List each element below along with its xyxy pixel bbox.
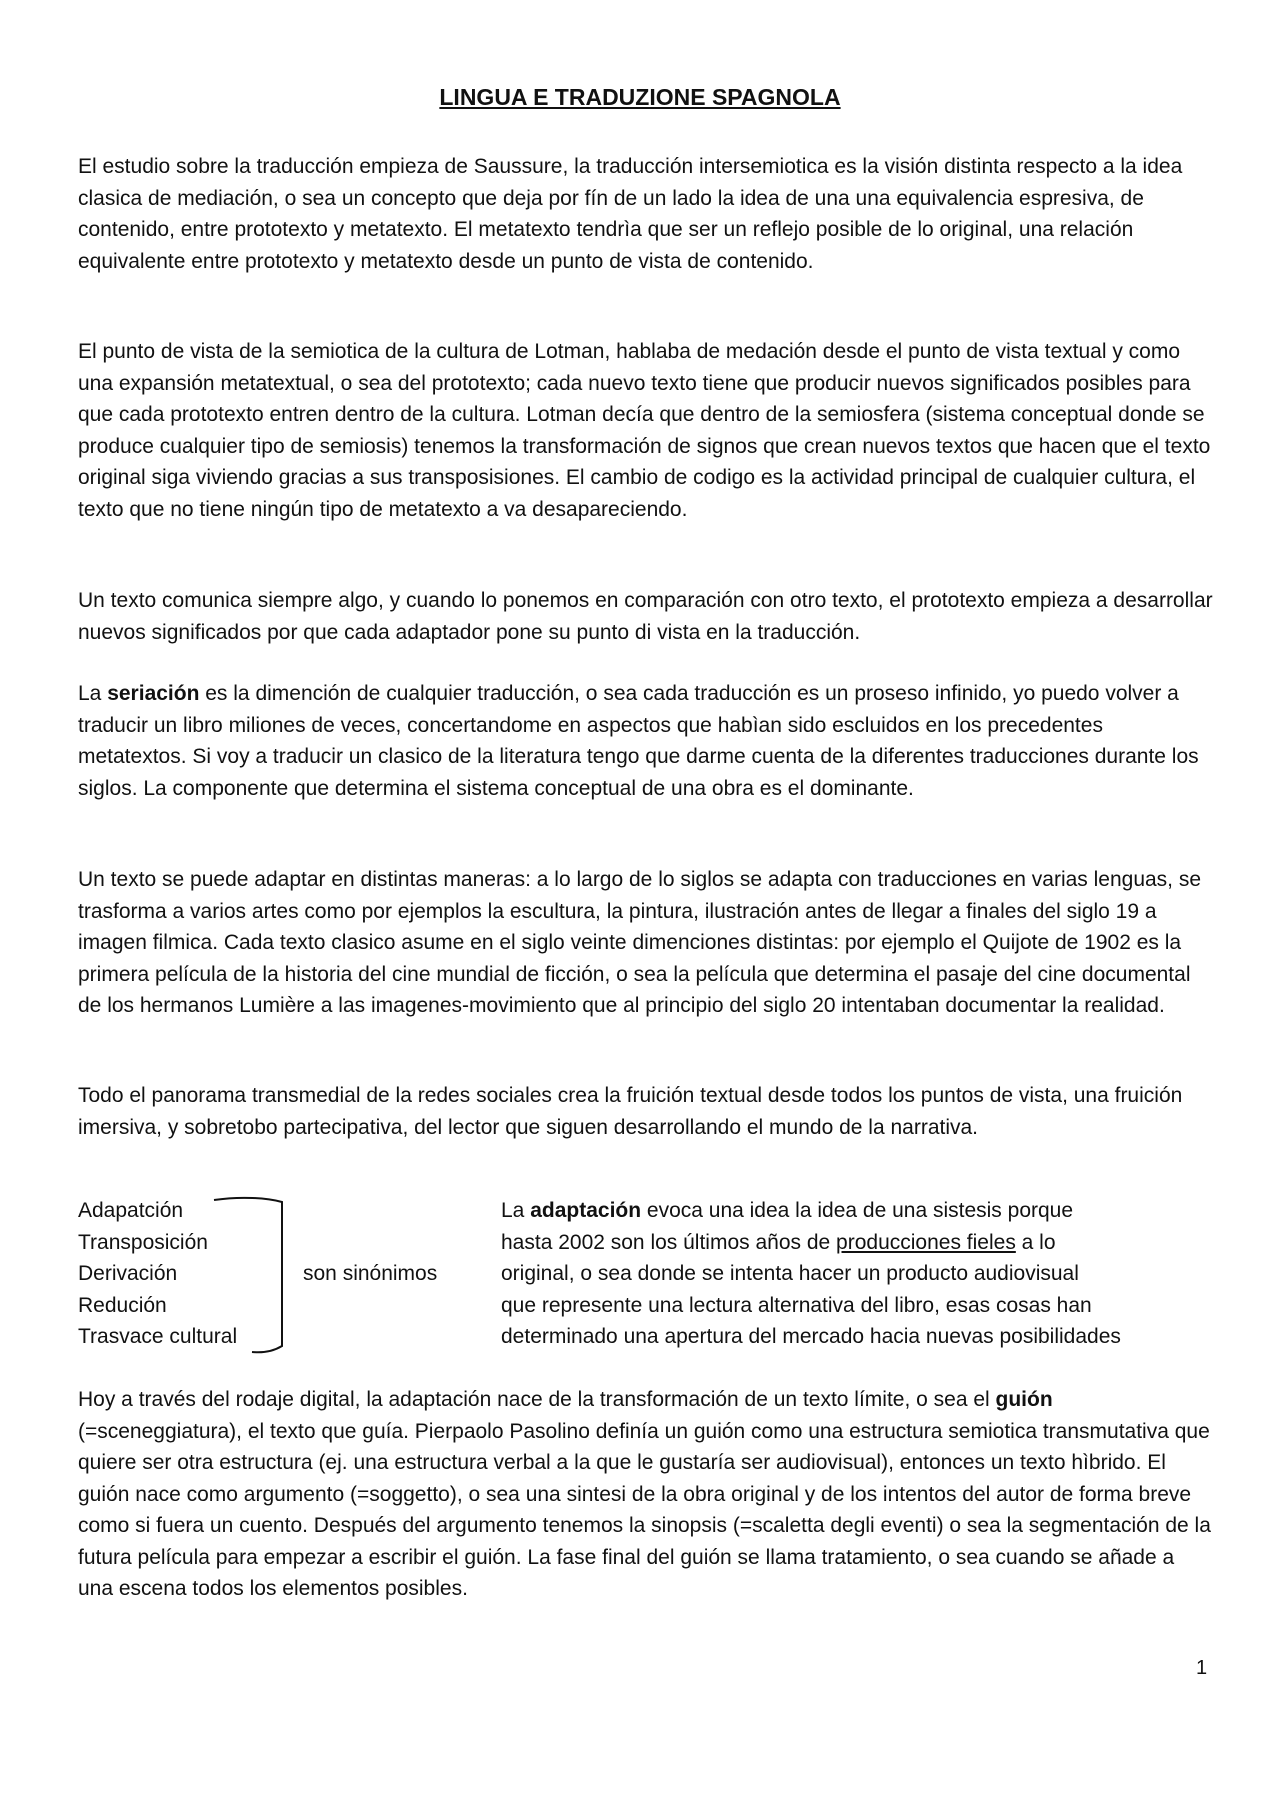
adaptation-line: determinado una apertura del mercado hacia nuevas posibilidades xyxy=(501,1325,1121,1348)
synonyms-label: son sinónimos xyxy=(303,1262,438,1285)
adaptation-line: hasta 2002 son los últimos años de producciones fieles a lo xyxy=(501,1230,1056,1254)
synonym-item: Adapatción xyxy=(78,1199,184,1222)
paragraph-comunica: Un texto comunica siempre algo, y cuando lo ponemos en comparación con otro texto, el prototexto empieza a desarrollar nuevos significados por que cada adaptador pone su punto di vista en la traducción. xyxy=(78,589,1213,644)
synonym-item: Transposición xyxy=(78,1230,208,1254)
underlined-phrase: producciones fieles xyxy=(836,1230,1016,1254)
term-guion: guión xyxy=(995,1388,1053,1411)
paragraph-adaptar: Un texto se puede adaptar en distintas maneras: a lo largo de lo siglos se adapta con traducciones en varias lenguas, se trasforma a varios artes como por ejemplos la escultura, la pintura, ilustración antes de llegar a finales del siglo 19 a imagen filmica. Cada texto clasico asume en el siglo veinte dimenciones distintas: por ejemplo el Quijote de 1902 es la primera película de la historia del cine mundial de ficción, o sea la película que determina el pasaje del cine documental de los hermanos Lumière a las imagenes-movimiento que al principio del siglo 20 intentaban documentar la realidad. xyxy=(78,868,1202,1017)
page-number: 1 xyxy=(1196,1657,1208,1679)
paragraph-lotman: El punto de vista de la semiotica de la cultura de Lotman, hablaba de medación desde el punto de vista textual y como una expansión metatextual, o sea del prototexto; cada nuevo texto tiene que producir nuevos significados posibles para que cada prototexto entren dentro de la cultura. Lotman decía que dentro de la semiosfera (sistema conceptual donde se produce cualquier tipo de semiosis) tenemos la transformación de signos que crean nuevos textos que hacen que el texto original siga viviendo gracias a sus transposisiones. El cambio de codigo es la actividad principal de cualquier cultura, el texto que no tiene ningún tipo de metatexto a va desapareciendo. xyxy=(78,340,1211,521)
synonym-item: Trasvace cultural xyxy=(78,1325,238,1348)
adaptation-line: que represente una lectura alternativa del libro, esas cosas han xyxy=(501,1293,1092,1317)
adaptation-line: La adaptación evoca una idea la idea de una sistesis porque xyxy=(501,1199,1074,1222)
paragraph-saussure: El estudio sobre la traducción empieza de Saussure, la traducción intersemiotica es la visión distinta respecto a la idea clasica de mediación, o sea un concepto que deja por fín de un lado la idea de una una equivalencia espresiva, de contenido, entre prototexto y metatexto. El metatexto tendrìa que ser un reflejo posible de lo original, una relación equivalente entre prototexto y metatexto desde un punto de vista de contenido. xyxy=(78,155,1183,273)
document-title: LINGUA E TRADUZIONE SPAGNOLA xyxy=(439,84,841,110)
paragraph-guion: Hoy a través del rodaje digital, la adaptación nace de la transformación de un texto límite, o sea el guión (=sceneggiatura), el texto que guía. Pierpaolo Pasolino definía un guión como una estructura semiotica transmutativa que quiere ser otra estructura (ej. una estructura verbal a la que le gustaría ser audiovisual), entonces un texto hìbrido. El guión nace como argumento (=soggetto), o sea una sintesi de la obra original y de los intentos del autor de forma breve como si fuera un cuento. Después del argumento tenemos la sinopsis (=scaletta degli eventi) o sea la segmentación de la futura película para empezar a escribir el guión. La fase final del guión se llama tratamiento, o sea cuando se añade a una escena todos los elementos posibles. xyxy=(78,1388,1211,1600)
bracket-icon xyxy=(212,1196,290,1354)
synonym-item: Redución xyxy=(78,1293,167,1317)
term-seriacion: seriación xyxy=(107,682,200,705)
paragraph-seriacion: La seriación es la dimención de cualquier traducción, o sea cada traducción es un proseso infinido, yo puedo volver a traducir un libro miliones de veces, concertandome en aspectos que habìan sido escluidos en los precedentes metatextos. Si voy a traducir un clasico de la literatura tengo que darme cuenta de la diferentes traducciones durante los siglos. La componente que determina el sistema conceptual de una obra es el dominante. xyxy=(78,682,1199,800)
paragraph-transmedial: Todo el panorama transmedial de la redes sociales crea la fruición textual desde todos los puntos de vista, una fruición imersiva, y sobretobo partecipativa, del lector que siguen desarrollando el mundo de la narrativa. xyxy=(78,1084,1183,1139)
adaptation-line: original, o sea donde se intenta hacer un producto audiovisual xyxy=(501,1262,1079,1285)
synonym-item: Derivación xyxy=(78,1262,178,1285)
adaptation-note xyxy=(501,1195,1221,1353)
term-adaptacion: adaptación xyxy=(530,1199,642,1222)
